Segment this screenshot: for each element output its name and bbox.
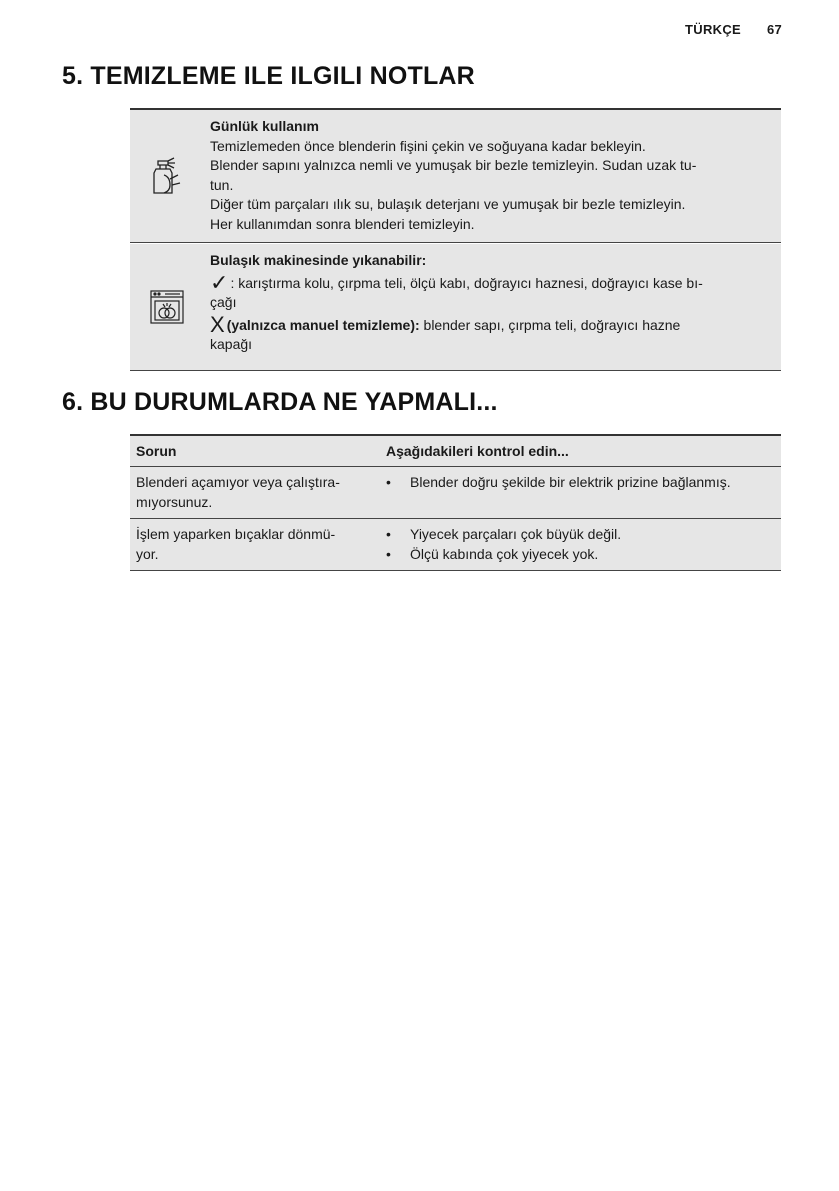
manual-cleaning-text: blender sapı, çırpma teli, doğrayıcı hazne (419, 316, 681, 333)
manual-cleaning-label: (yalnızca manuel temizleme): (226, 316, 420, 333)
cleaning-notes-table (130, 108, 781, 371)
note-title-daily-use: Günlük kullanım (210, 118, 319, 134)
check-item: • Blender doğru şekilde bir elektrik prizine bağlanmış. (386, 473, 775, 493)
table-row (130, 519, 781, 571)
note-line: Her kullanımdan sonra blenderi temizleyin. (210, 215, 475, 232)
note-line: Temizlemeden önce blenderin fişini çekin ve soğuyana kadar bekleyin. (210, 137, 646, 154)
dishwasher-safe-text: : karıştırma kolu, çırpma teli, ölçü kabı, doğrayıcı haznesi, doğrayıcı kase bı- (230, 274, 703, 291)
section-heading-troubleshooting: 6. BU DURUMLARDA NE YAPMALI... (62, 388, 498, 416)
page-header (685, 22, 782, 37)
note-text-daily-use (203, 110, 781, 242)
table-row (130, 467, 781, 519)
section-heading-cleaning: 5. TEMIZLEME ILE ILGILI NOTLAR (62, 62, 475, 90)
problem-text: mıyorsunuz. (136, 493, 213, 510)
checks-cell (380, 519, 781, 571)
problem-cell (130, 519, 380, 571)
note-row-daily-use (130, 110, 781, 243)
check-item: • Yiyecek parçaları çok büyük değil. (386, 525, 775, 545)
note-line: Blender sapını yalnızca nemli ve yumuşak bir bezle temizleyin. Sudan uzak tu- (210, 157, 697, 173)
header-language: TÜRKÇE (685, 22, 742, 37)
problem-text: yor. (136, 545, 159, 562)
note-text-dishwasher (203, 244, 781, 370)
checks-cell (380, 467, 781, 519)
page-number: 67 (766, 22, 782, 37)
problem-text: İşlem yaparken bıçaklar dönmü- (136, 526, 336, 542)
check-mark-icon: ✓ (210, 269, 229, 295)
check-item: • Ölçü kabında çok yiyecek yok. (386, 545, 775, 565)
table-header-row (130, 435, 781, 467)
note-line: Diğer tüm parçaları ılık su, bulaşık deterjanı ve yumuşak bir bezle temizleyin. (210, 196, 686, 212)
troubleshooting-table (130, 434, 781, 571)
column-header-checks: Aşağıdakileri kontrol edin... (380, 435, 781, 467)
column-header-problem: Sorun (130, 435, 380, 467)
dishwasher-safe-text-cont: çağı (210, 294, 237, 310)
spray-cleaning-icon (130, 110, 203, 242)
dishwasher-icon (130, 244, 203, 370)
cross-mark-icon: X (210, 311, 225, 337)
note-title-dishwasher: Bulaşık makinesinde yıkanabilir: (210, 252, 427, 268)
note-row-dishwasher (130, 243, 781, 371)
manual-cleaning-text-cont: kapağı (210, 336, 253, 352)
problem-text: Blenderi açamıyor veya çalıştıra- (136, 474, 340, 490)
problem-cell (130, 467, 380, 519)
note-line: tun. (210, 176, 234, 193)
